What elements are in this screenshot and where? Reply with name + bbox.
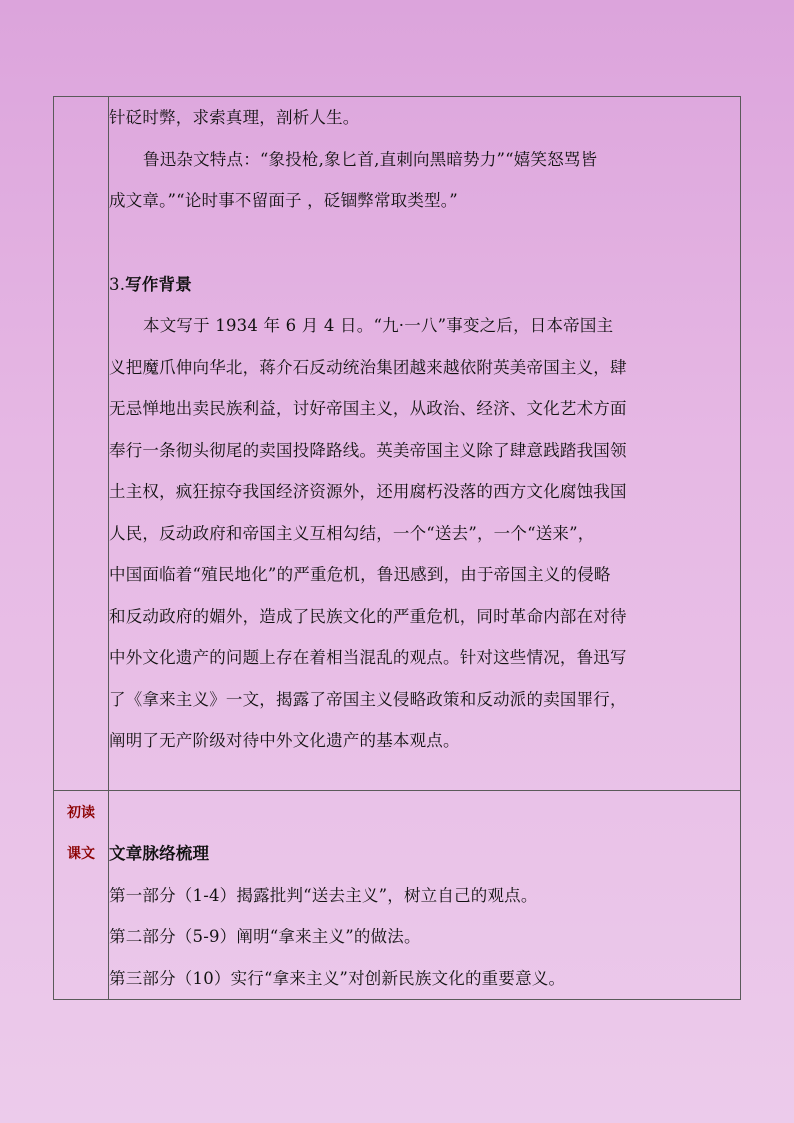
text-line: 针砭时弊，求索真理，剖析人生。 <box>109 108 360 127</box>
text-line: 无忌惮地出卖民族利益，讨好帝国主义，从政治、经济、文化艺术方面 <box>109 399 627 418</box>
spacer <box>109 791 740 833</box>
text-line: 中外文化遗产的问题上存在着相当混乱的观点。针对这些情况，鲁迅写 <box>109 648 627 667</box>
spacer <box>109 222 740 264</box>
side-cell-empty <box>54 97 109 791</box>
text-line: 阐明了无产阶级对待中外文化遗产的基本观点。 <box>109 731 460 750</box>
outline-item: 第三部分（10）实行“拿来主义”对创新民族文化的重要意义。 <box>109 968 566 988</box>
side-label: 初读 <box>67 805 95 821</box>
side-label: 课文 <box>67 846 95 862</box>
text-line: 奉行一条彻头彻尾的卖国投降路线。英美帝国主义除了肆意践踏我国领 <box>109 440 627 460</box>
table-row <box>54 97 741 791</box>
lesson-table <box>53 96 741 1000</box>
outline-item: 第一部分（1-4）揭露批判“送去主义”，树立自己的观点。 <box>109 885 538 905</box>
outline-item: 第二部分（5-9）阐明“拿来主义”的做法。 <box>109 927 421 946</box>
text-line: 义把魔爪伸向华北，蒋介石反动统治集团越来越依附英美帝国主义，肆 <box>109 357 627 377</box>
heading-number: 3. <box>109 274 126 294</box>
text-line: 中国面临着“殖民地化”的严重危机，鲁迅感到，由于帝国主义的侵略 <box>109 565 611 584</box>
text-line: 和反动政府的媚外，造成了民族文化的严重危机，同时革命内部在对待 <box>109 606 627 626</box>
outline-heading: 文章脉络梳理 <box>109 844 210 863</box>
content-cell-outline <box>109 791 741 1000</box>
side-cell-reading <box>54 791 109 1000</box>
text-line: 成文章。”“论时事不留面子 ，砭锢弊常取类型。” <box>109 191 458 210</box>
content-cell-background <box>109 97 741 791</box>
section-heading <box>109 264 740 306</box>
text-line: 了《拿来主义》一文，揭露了帝国主义侵略政策和反动派的卖国罪行， <box>109 689 627 709</box>
text-line: 土主权，疯狂掠夺我国经济资源外，还用腐朽没落的西方文化腐蚀我国 <box>109 482 627 501</box>
table-row <box>54 791 741 1000</box>
text-line: 鲁迅杂文特点：“象投枪,象匕首,直刺向黑暗势力”“嬉笑怒骂皆 <box>143 149 598 169</box>
text-line: 人民，反动政府和帝国主义互相勾结，一个“送去”，一个“送来”， <box>109 523 595 543</box>
text-line: 本文写于 1934 年 6 月 4 日。“九·一八”事变之后，日本帝国主 <box>143 316 614 335</box>
heading-text: 写作背景 <box>125 274 192 294</box>
